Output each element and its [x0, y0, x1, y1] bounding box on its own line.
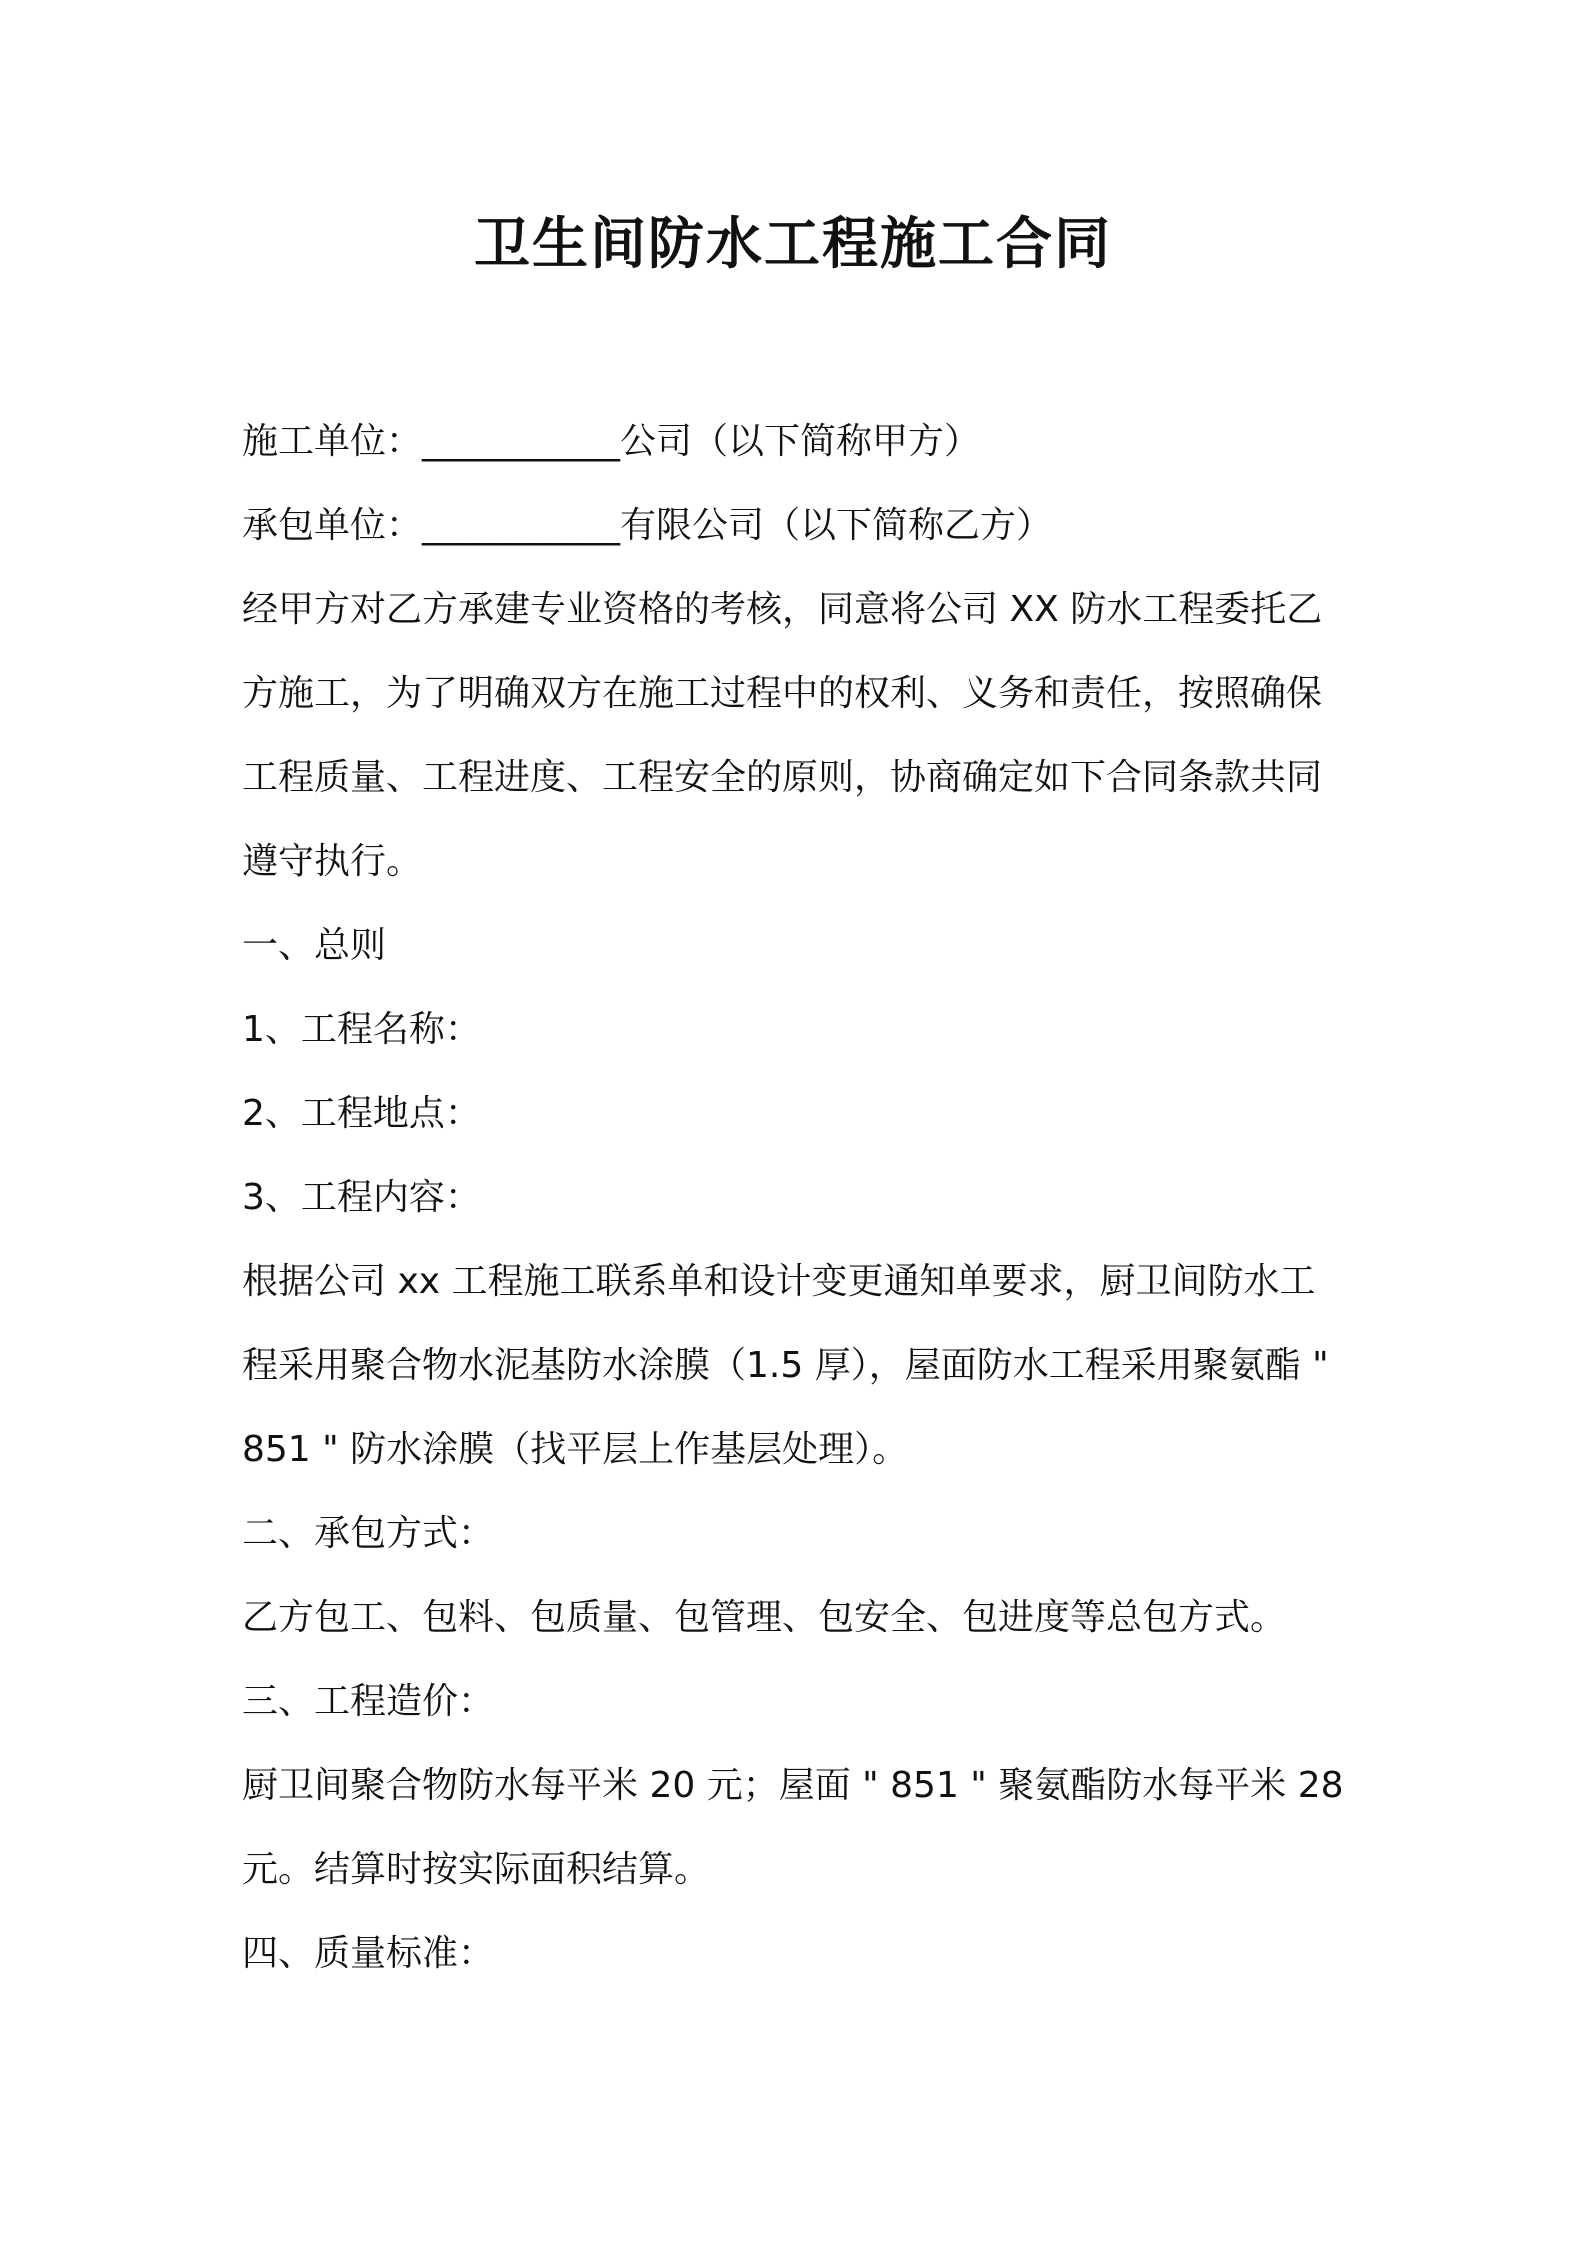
- document-body: [242, 400, 1362, 1996]
- section-heading: 一、总则: [242, 925, 387, 966]
- intro-paragraph-line: 方施工，为了明确双方在施工过程中的权利、义务和责任，按照确保: [242, 673, 1323, 714]
- content-paragraph-line: 根据公司 xx 工程施工联系单和设计变更通知单要求，厨卫间防水工: [242, 1261, 1316, 1302]
- content-paragraph-line: 元。结算时按实际面积结算。: [242, 1849, 711, 1890]
- clause-line: 2、工程地点：: [242, 1093, 481, 1134]
- intro-paragraph-line: 工程质量、工程进度、工程安全的原则，协商确定如下合同条款共同: [242, 757, 1323, 798]
- document-title: 卫生间防水工程施工合同: [474, 212, 1112, 277]
- section-heading: 三、工程造价：: [242, 1681, 495, 1722]
- intro-paragraph-line: 经甲方对乙方承建专业资格的考核，同意将公司 XX 防水工程委托乙: [242, 589, 1323, 630]
- section-heading: 四、质量标准：: [242, 1933, 495, 1974]
- content-paragraph-line: 程采用聚合物水泥基防水涂膜（1.5 厚），屋面防水工程采用聚氨酯 ": [242, 1345, 1329, 1386]
- clause-line: 3、工程内容：: [242, 1177, 481, 1218]
- party-a-line: 施工单位：___________公司（以下简称甲方）: [242, 421, 981, 462]
- party-b-line: 承包单位：___________有限公司（以下简称乙方）: [242, 505, 1053, 546]
- content-paragraph-line: 乙方包工、包料、包质量、包管理、包安全、包进度等总包方式。: [242, 1597, 1287, 1638]
- clause-line: 1、工程名称：: [242, 1009, 481, 1050]
- section-heading: 二、承包方式：: [242, 1513, 495, 1554]
- content-paragraph-line: 厨卫间聚合物防水每平米 20 元；屋面 " 851 " 聚氨酯防水每平米 28: [242, 1765, 1344, 1806]
- content-paragraph-line: 851 " 防水涂膜（找平层上作基层处理）。: [242, 1429, 909, 1470]
- intro-paragraph-line: 遵守执行。: [242, 841, 423, 882]
